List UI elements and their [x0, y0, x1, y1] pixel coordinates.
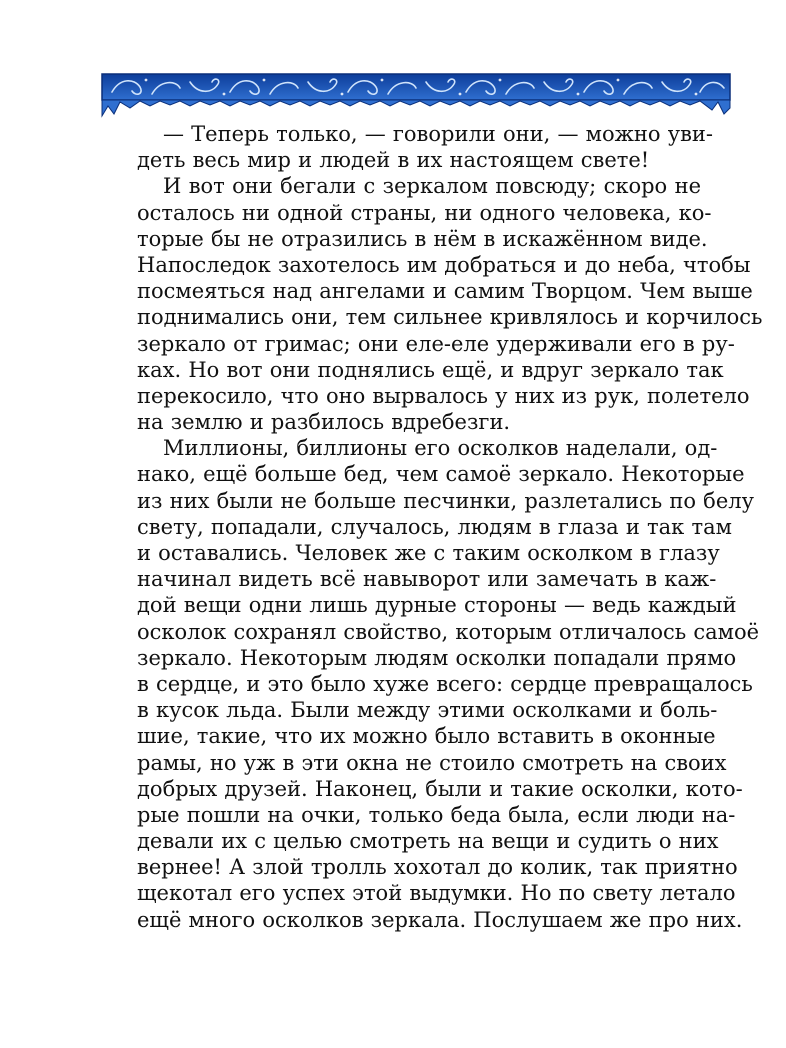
- text-line: нако, ещё больше бед, чем самоё зеркало. Некоторые: [137, 462, 745, 487]
- text-line: торые бы не отразились в нём в искажённом виде.: [137, 226, 708, 251]
- text-line: рамы, но уж в эти окна не стоило смотреть на своих: [137, 750, 727, 775]
- text-line: на землю и разбилось вдребезги.: [137, 410, 511, 435]
- text-line: осталось ни одной страны, ни одного человека, ко-: [137, 200, 712, 225]
- text-line: ках. Но вот они поднялись ещё, и вдруг зеркало так: [137, 357, 724, 382]
- text-line: девали их с целью смотреть на вещи и судить о них: [137, 829, 719, 854]
- text-line: в кусок льда. Были между этими осколками и боль-: [137, 698, 718, 723]
- text-line: деть весь мир и людей в их настоящем свете!: [137, 148, 650, 173]
- paragraph: [137, 173, 763, 435]
- text-line: — Теперь только, — говорили они, — можно уви-: [163, 122, 714, 146]
- text-line: добрых друзей. Наконец, были и такие осколки, кото-: [137, 776, 743, 801]
- text-line: Миллионы, биллионы его осколков наделали, од-: [163, 436, 718, 461]
- story-text: [137, 121, 763, 933]
- paragraph: [137, 121, 714, 173]
- text-line: шие, такие, что их можно было вставить в оконные: [137, 724, 716, 749]
- text-line: поднимались они, тем сильнее кривлялось и корчилось: [137, 305, 763, 330]
- text-line: свету, попадали, случалось, людям в глаза и так там: [137, 514, 732, 539]
- text-line: из них были не больше песчинки, разлетались по белу: [137, 488, 754, 513]
- text-line: зеркало. Некоторым людям осколки попадали прямо: [137, 645, 737, 670]
- text-line: и оставались. Человек же с таким осколком в глазу: [137, 541, 720, 565]
- text-line: начинал видеть всё навыворот или замечать в каж-: [137, 567, 717, 592]
- text-line: зеркало от гримас; они еле-еле удерживали его в ру-: [137, 331, 735, 356]
- text-line: ещё много осколков зеркала. Послушаем же про них.: [137, 907, 743, 932]
- text-line: в сердце, и это было хуже всего: сердце превращалось: [137, 671, 753, 696]
- text-line: вернее! А злой тролль хохотал до колик, так приятно: [137, 855, 738, 880]
- text-line: И вот они бегали с зеркалом повсюду; скоро не: [163, 174, 701, 199]
- text-line: дой вещи одни лишь дурные стороны — ведь каждый: [137, 593, 737, 618]
- text-line: осколок сохранял свойство, которым отличалось самоё: [137, 619, 760, 644]
- paragraph: [137, 435, 760, 933]
- text-line: щекотал его успех этой выдумки. Но по свету летало: [137, 881, 736, 906]
- text-line: перекосило, что оно вырвалось у них из рук, полетело: [137, 383, 750, 408]
- text-line: посмеяться над ангелами и самим Творцом. Чем выше: [137, 279, 753, 304]
- text-line: рые пошли на очки, только беда была, если люди на-: [137, 802, 736, 827]
- frost-ornament-border-icon: [100, 72, 732, 118]
- text-line: Напоследок захотелось им добраться и до неба, чтобы: [137, 252, 751, 277]
